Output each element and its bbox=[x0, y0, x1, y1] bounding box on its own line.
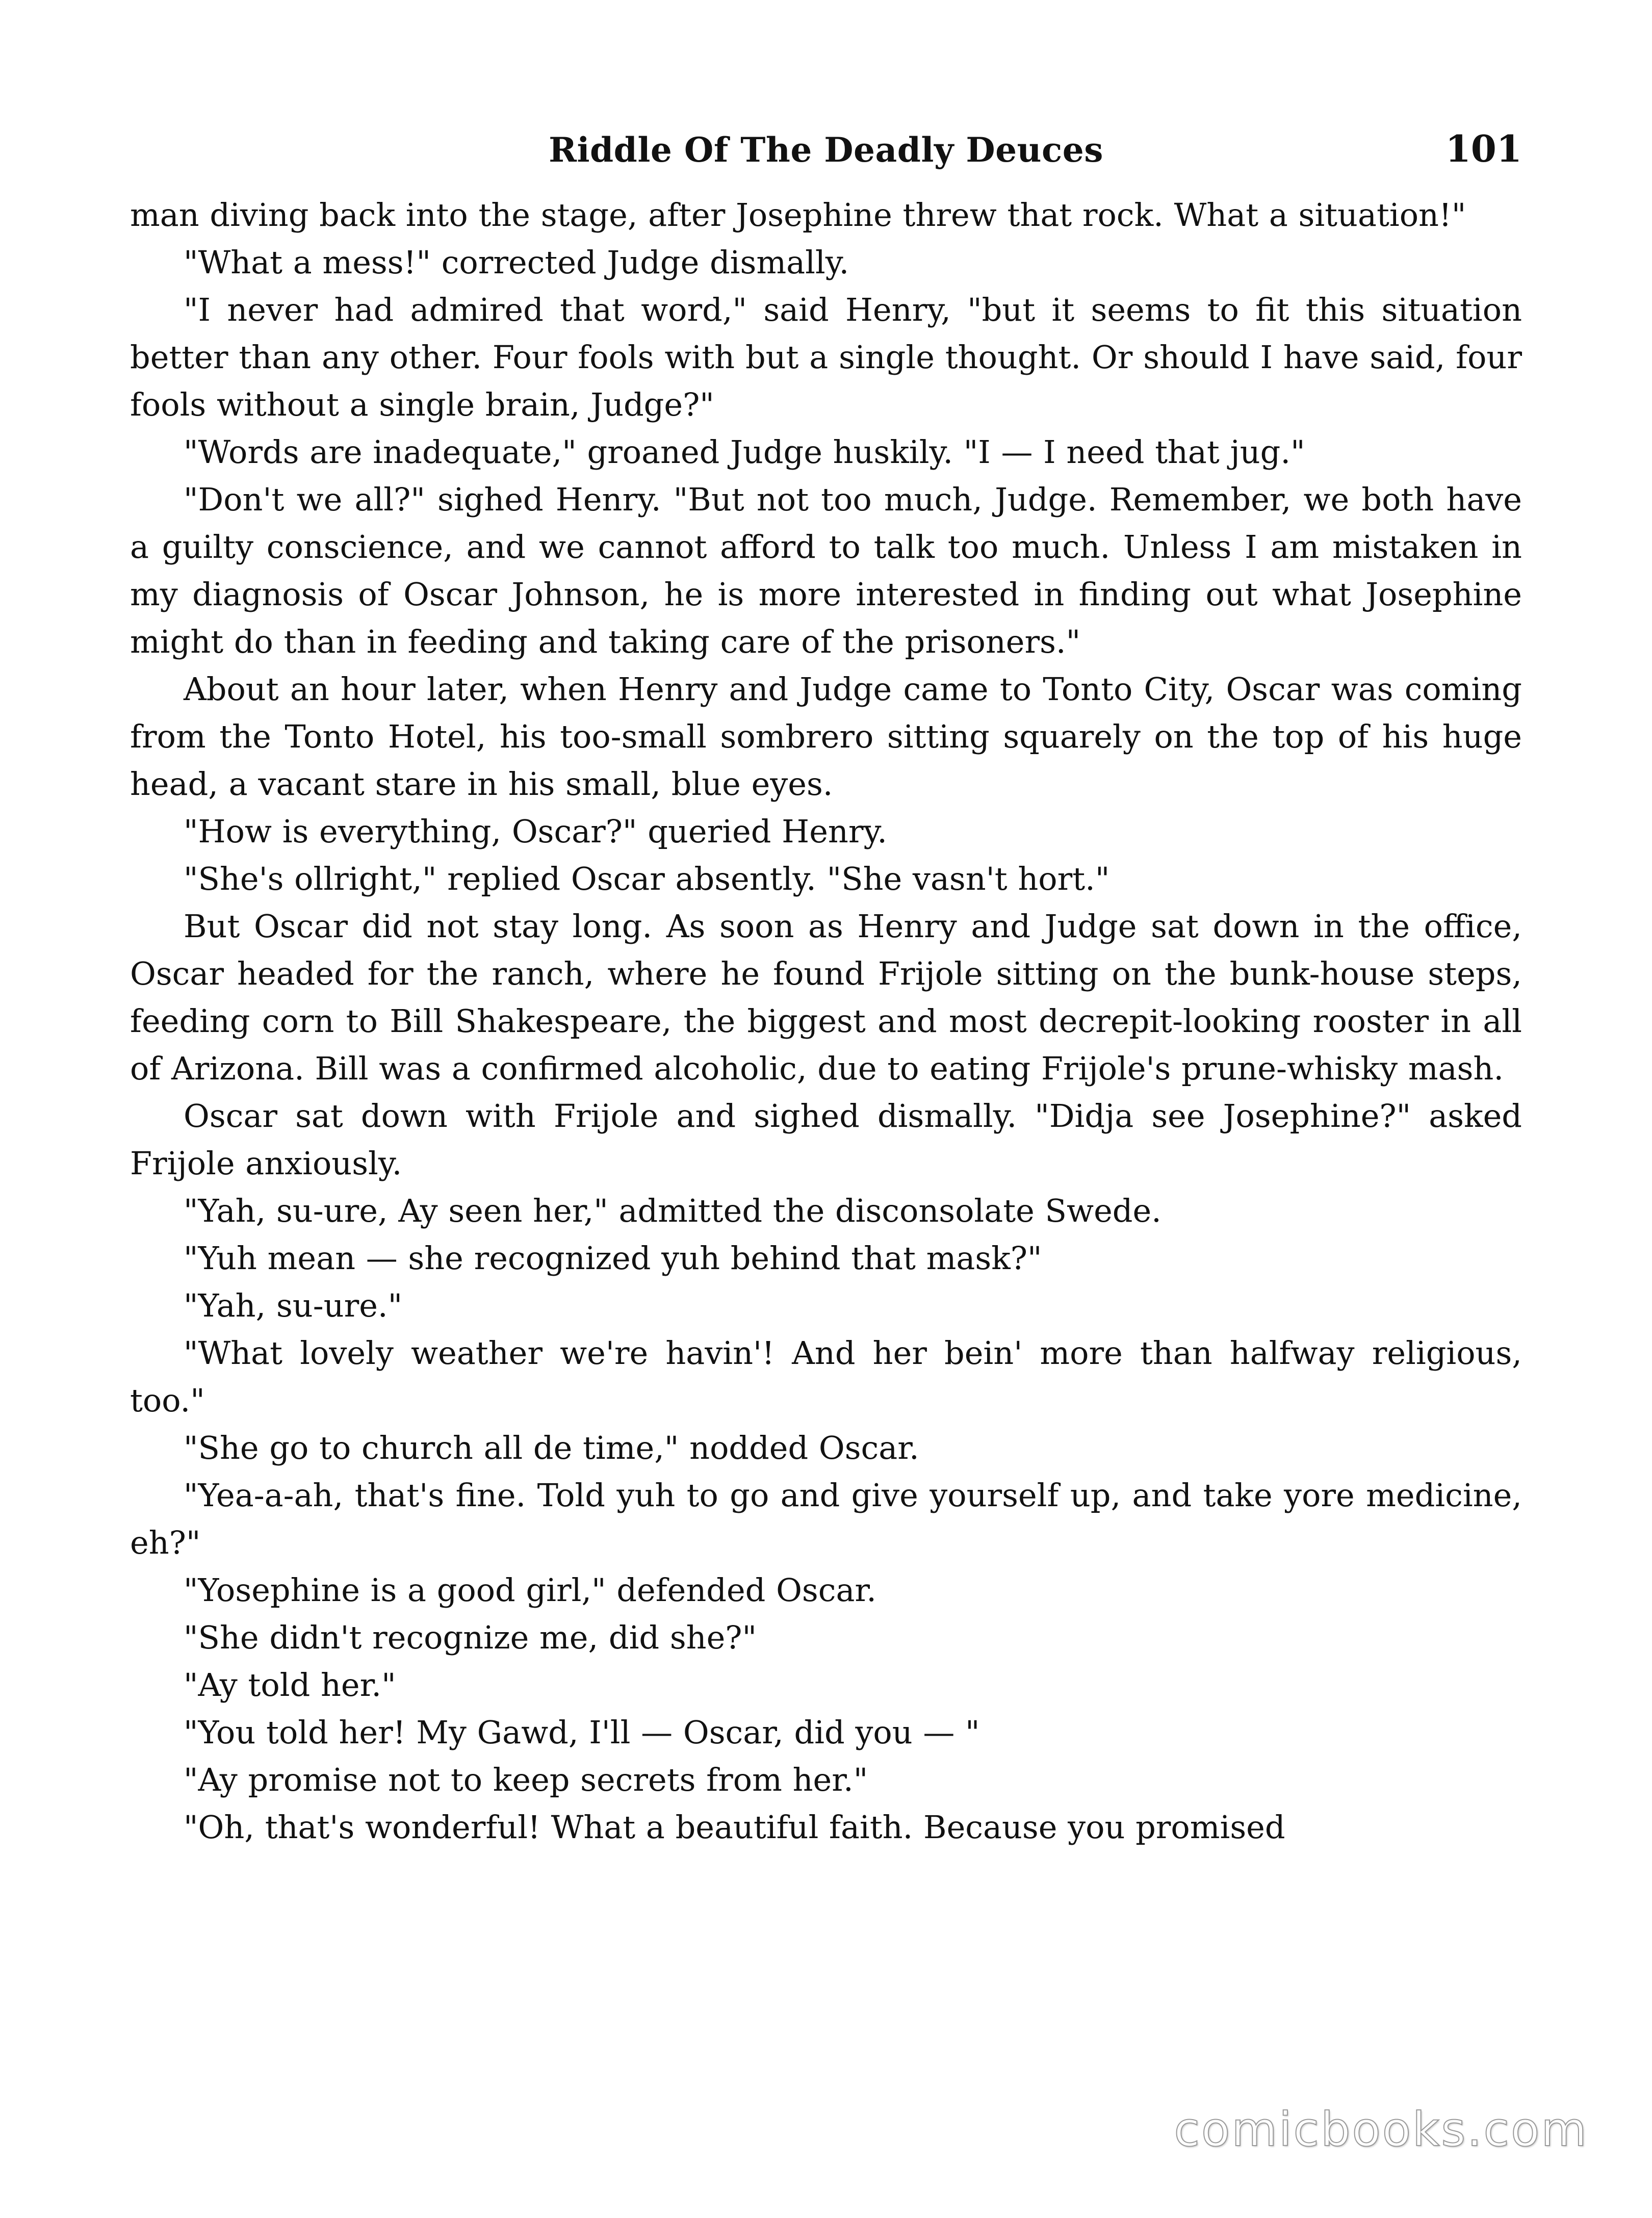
paragraph: But Oscar did not stay long. As soon as Henry and Judge sat down in the office, Oscar headed for the ranch, where he found Frijole sitting on the bunk-house steps, feeding corn to Bill Shakespeare, the biggest and most decrepit-looking rooster in all of Arizona. Bill was a confirmed alcoholic, due to eating Frijole's prune-whisky mash. bbox=[130, 908, 1522, 1087]
paragraph: Oscar sat down with Frijole and sighed dismally. "Didja see Josephine?" asked Frijole anxiously. bbox=[130, 1097, 1522, 1182]
paragraph: "Words are inadequate," groaned Judge huskily. "I — I need that jug." bbox=[184, 433, 1305, 471]
running-title: Riddle Of The Deadly Deuces bbox=[549, 130, 1103, 170]
paragraph: "She didn't recognize me, did she?" bbox=[184, 1619, 757, 1656]
page-number: 101 bbox=[1445, 127, 1522, 170]
paragraph: "Yuh mean — she recognized yuh behind that mask?" bbox=[184, 1240, 1042, 1277]
paragraph: "Yah, su-ure." bbox=[184, 1287, 403, 1324]
paragraph: "Oh, that's wonderful! What a beautiful faith. Because you promised bbox=[184, 1809, 1285, 1846]
body-text bbox=[130, 191, 1522, 1851]
paragraph: "She go to church all de time," nodded Oscar. bbox=[184, 1429, 919, 1466]
paragraph: About an hour later, when Henry and Judge came to Tonto City, Oscar was coming from the Tonto Hotel, his too-small sombrero sitting squarely on the top of his huge head, a vacant stare in his small, blue eyes. bbox=[130, 670, 1522, 803]
paragraph: "I never had admired that word," said Henry, "but it seems to fit this situation better than any other. Four fools with but a single thought. Or should I have said, four fools without a single brain, Judge?" bbox=[130, 291, 1522, 423]
paragraph: "Yah, su-ure, Ay seen her," admitted the disconsolate Swede. bbox=[184, 1192, 1161, 1229]
paragraph: "Don't we all?" sighed Henry. "But not too much, Judge. Remember, we both have a guilty conscience, and we cannot afford to talk too much. Unless I am mistaken in my diagnosis of Oscar Johnson, he is more interested in finding out what Josephine might do than in feeding and taking care of the prisoners." bbox=[130, 481, 1522, 660]
paragraph: "How is everything, Oscar?" queried Henry. bbox=[184, 813, 887, 850]
paragraph: "What a mess!" corrected Judge dismally. bbox=[184, 244, 849, 281]
paragraph: "Yosephine is a good girl," defended Oscar. bbox=[184, 1571, 876, 1609]
paragraph: "Ay promise not to keep secrets from her." bbox=[184, 1761, 868, 1798]
running-header bbox=[130, 127, 1522, 191]
paragraph: "What lovely weather we're havin'! And her bein' more than halfway religious, too." bbox=[130, 1334, 1522, 1419]
paragraph: "She's ollright," replied Oscar absently. "She vasn't hort." bbox=[184, 860, 1110, 897]
paragraph: "Ay told her." bbox=[184, 1666, 396, 1704]
book-page bbox=[130, 127, 1522, 1851]
paragraph: man diving back into the stage, after Josephine threw that rock. What a situation!" bbox=[130, 196, 1466, 234]
paragraph: "You told her! My Gawd, I'll — Oscar, did you — " bbox=[184, 1714, 980, 1751]
watermark: comicbooks.com bbox=[1174, 2102, 1588, 2157]
paragraph: "Yea-a-ah, that's fine. Told yuh to go and give yourself up, and take yore medicine, eh?" bbox=[130, 1477, 1522, 1561]
